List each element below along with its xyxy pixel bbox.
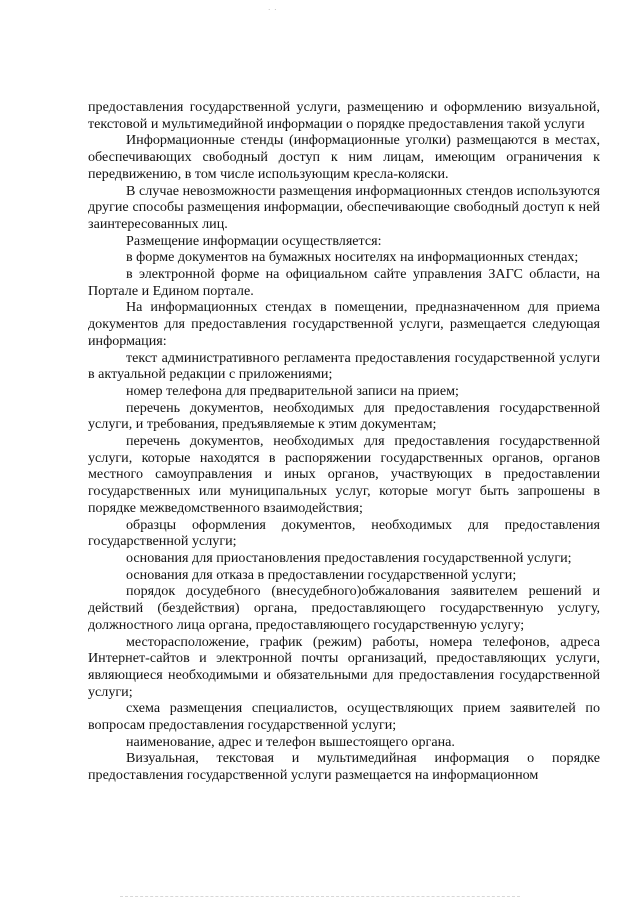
paragraph: В случае невозможности размещения информационных стендов используются другие способы размещения информации, обеспечивающие свободный доступ к ней заинтересованных лиц. [88,182,600,232]
document-text-body [88,99,600,784]
list-item: в форме документов на бумажных носителях на информационных стендах; [126,249,579,266]
list-item: текст административного регламента предоставления государственной услуги в актуальной редакции с приложениями; [88,349,600,383]
list-item: основания для отказа в предоставлении государственной услуги; [126,566,517,583]
paragraph: Размещение информации осуществляется: [126,232,382,249]
list-item: перечень документов, необходимых для предоставления государственной услуги, которые находятся в распоряжении государственных органов, органов местного самоуправления и иных органов, участвующих в предоставлении государственных или муниципальных услуг, которые могут быть запрошены в порядке межведомственного взаимодействия; [88,433,600,516]
paragraph: На информационных стендах в помещении, предназначенном для приема документов для предоставления государственной услуги, размещается следующая информация: [88,299,600,349]
list-item: порядок досудебного (внесудебного)обжалования заявителем решений и действий (бездействия) органа, предоставляющего государственную услугу, должностного лица органа, предоставляющего государственную услугу; [88,583,600,633]
list-item: месторасположение, график (режим) работы, номера телефонов, адреса Интернет-сайтов и электронной почты организаций, предоставляющих услуги, являющиеся необходимыми и обязательными для предоставления государственной услуги; [88,633,600,700]
list-item: в электронной форме на официальном сайте управления ЗАГС области, на Портале и Едином портале. [88,266,600,299]
list-item: номер телефона для предварительной записи на прием; [126,382,459,399]
list-item: перечень документов, необходимых для предоставления государственной услуги, и требования, предъявляемые к этим документам; [88,399,600,433]
scan-edge-line [120,896,520,897]
paragraph-continuation: предоставления государственной услуги, размещению и оформлению визуальной, текстовой и мультимедийной информации о порядке предоставления такой услуги [88,99,600,132]
list-item: наименование, адрес и телефон вышестоящего органа. [126,733,455,750]
page-top-mark: · · [268,6,278,14]
paragraph: Информационные стенды (информационные уголки) размещаются в местах, обеспечивающих свободный доступ к ним лицам, имеющим ограничения к передвижению, в том числе использующим кресла-коляски. [88,132,600,182]
list-item: образцы оформления документов, необходимых для предоставления государственной услуги; [88,516,600,550]
paragraph: Визуальная, текстовая и мультимедийная информация о порядке предоставления государственной услуги размещается на информационном [88,750,600,784]
list-item: основания для приостановления предоставления государственной услуги; [126,549,572,566]
list-item: схема размещения специалистов, осуществляющих прием заявителей по вопросам предоставления государственной услуги; [88,700,600,734]
